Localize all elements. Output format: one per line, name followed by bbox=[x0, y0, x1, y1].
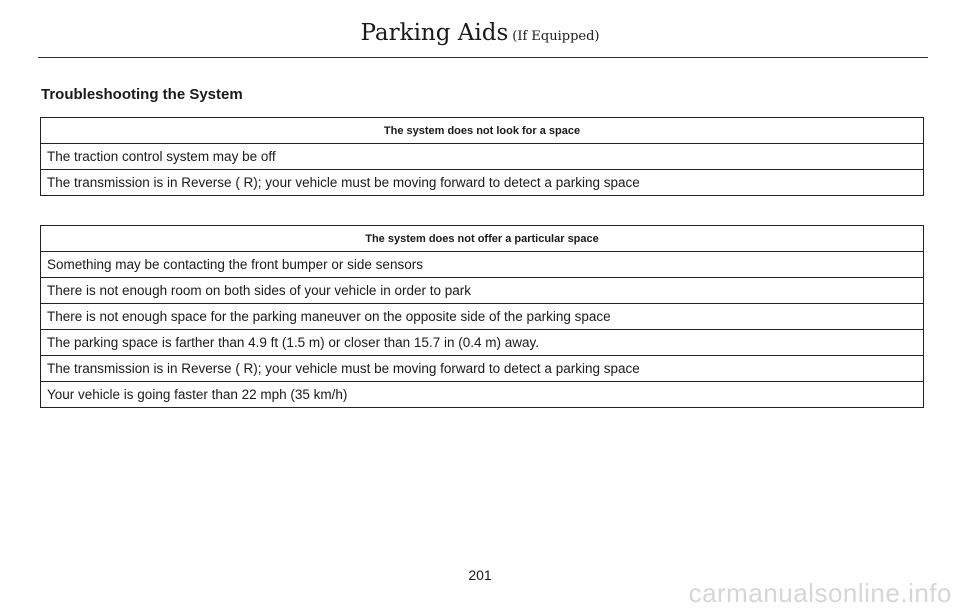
table-header-cell: The system does not offer a particular space bbox=[41, 226, 924, 252]
table-row bbox=[41, 278, 924, 304]
table-cell: Something may be contacting the front bumper or side sensors bbox=[41, 252, 924, 278]
table-header-row bbox=[41, 118, 924, 144]
table-header-cell: The system does not look for a space bbox=[41, 118, 924, 144]
table-cell: The parking space is farther than 4.9 ft (1.5 m) or closer than 15.7 in (0.4 m) away. bbox=[41, 330, 924, 356]
section-heading: Troubleshooting the System bbox=[41, 86, 243, 103]
page-number: 201 bbox=[468, 567, 492, 583]
chapter-subtitle: (If Equipped) bbox=[512, 29, 600, 44]
page-title bbox=[0, 20, 960, 46]
troubleshooting-table-no-search bbox=[40, 117, 924, 196]
table-row bbox=[41, 170, 924, 196]
table-cell: The traction control system may be off bbox=[41, 144, 924, 170]
table-row bbox=[41, 382, 924, 408]
page-header bbox=[0, 0, 960, 58]
table-row bbox=[41, 330, 924, 356]
table-cell: The transmission is in Reverse ( R); your vehicle must be moving forward to detect a parking space bbox=[41, 170, 924, 196]
header-divider bbox=[38, 57, 928, 58]
chapter-title: Parking Aids bbox=[360, 20, 509, 46]
troubleshooting-table-no-offer bbox=[40, 225, 924, 408]
table-row bbox=[41, 304, 924, 330]
table-row bbox=[41, 356, 924, 382]
watermark: carmanualsonline.info bbox=[688, 578, 952, 608]
table-row bbox=[41, 144, 924, 170]
table-header-row bbox=[41, 226, 924, 252]
table-cell: There is not enough room on both sides of your vehicle in order to park bbox=[41, 278, 924, 304]
table-row bbox=[41, 252, 924, 278]
table-cell: There is not enough space for the parking maneuver on the opposite side of the parking space bbox=[41, 304, 924, 330]
table-cell: Your vehicle is going faster than 22 mph (35 km/h) bbox=[41, 382, 924, 408]
table-cell: The transmission is in Reverse ( R); your vehicle must be moving forward to detect a parking space bbox=[41, 356, 924, 382]
